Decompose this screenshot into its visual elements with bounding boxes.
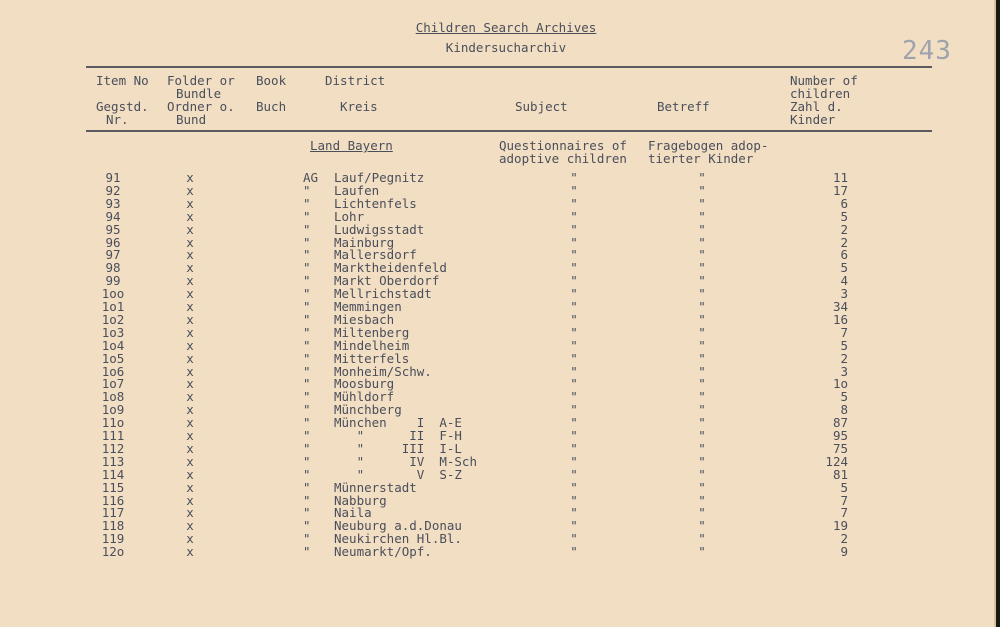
subject-ditto: "	[570, 479, 578, 495]
col-folder-de: Ordner o.	[167, 99, 235, 114]
section-land: Land Bayern	[310, 138, 393, 153]
item-number: 1o8	[101, 389, 125, 405]
children-count: 6	[840, 247, 848, 263]
subject-ditto: "	[570, 453, 578, 469]
item-number: 11o	[101, 415, 125, 431]
book-ditto: "	[303, 466, 311, 482]
children-count: 11	[832, 170, 848, 185]
district-name: Mellrichstadt	[334, 286, 432, 302]
subject-ditto: "	[570, 273, 578, 289]
section-subject-de-1: Fragebogen adop-	[648, 138, 769, 153]
betreff-ditto: "	[698, 518, 706, 534]
subject-ditto: "	[570, 311, 578, 327]
district-name: Miesbach	[334, 311, 395, 327]
col-subject: Subject	[515, 99, 568, 114]
folder-mark: x	[186, 453, 194, 469]
children-count: 1o	[832, 376, 848, 392]
item-number: 12o	[101, 544, 125, 560]
item-number: 1oo	[101, 286, 125, 302]
district-name: Mühldorf	[334, 389, 395, 405]
folder-mark: x	[186, 260, 194, 276]
children-count: 9	[840, 544, 848, 560]
subject-ditto: "	[570, 170, 578, 185]
subject-ditto: "	[570, 208, 578, 224]
district-name: Mitterfels	[334, 350, 410, 366]
subject-ditto: "	[570, 221, 578, 237]
district-name: Neumarkt/Opf.	[334, 544, 432, 560]
book-ditto: "	[303, 208, 311, 224]
subject-ditto: "	[570, 350, 578, 366]
col-count-1: Number of	[790, 73, 858, 88]
book-ditto: "	[303, 415, 311, 431]
children-count: 75	[832, 440, 848, 456]
subject-ditto: "	[570, 428, 578, 443]
col-book-de: Buch	[256, 99, 287, 114]
betreff-ditto: "	[698, 376, 706, 392]
folder-mark: x	[186, 363, 194, 379]
children-count: 7	[840, 492, 848, 508]
item-number: 94	[105, 208, 121, 224]
children-count: 2	[840, 531, 848, 547]
col-item-de-2: Nr.	[106, 112, 129, 127]
children-count: 8	[840, 402, 848, 418]
betreff-ditto: "	[698, 544, 706, 560]
item-number: 1o6	[101, 363, 125, 379]
betreff-ditto: "	[698, 234, 706, 250]
item-number: 93	[105, 195, 121, 211]
betreff-ditto: "	[698, 195, 706, 211]
book-ditto: "	[303, 440, 311, 456]
subject-ditto: "	[570, 505, 578, 521]
district-name: " IV M-Sch	[334, 453, 477, 469]
subject-ditto: "	[570, 376, 578, 392]
item-number: 113	[101, 453, 125, 469]
book-ditto: AG	[303, 170, 319, 185]
item-number: 114	[101, 466, 125, 482]
children-count: 3	[840, 363, 848, 379]
subject-ditto: "	[570, 531, 578, 547]
children-count: 2	[840, 234, 848, 250]
children-count: 2	[840, 221, 848, 237]
betreff-ditto: "	[698, 415, 706, 431]
district-name: Neuburg a.d.Donau	[334, 518, 462, 534]
district-name: " V S-Z	[334, 466, 462, 482]
book-ditto: "	[303, 247, 311, 263]
book-ditto: "	[303, 337, 311, 353]
betreff-ditto: "	[698, 531, 706, 547]
subject-ditto: "	[570, 363, 578, 379]
district-name: Münchberg	[334, 402, 402, 418]
folder-mark: x	[186, 440, 194, 456]
item-number: 95	[105, 221, 121, 237]
subject-ditto: "	[570, 195, 578, 211]
subject-ditto: "	[570, 466, 578, 482]
book-ditto: "	[303, 182, 311, 198]
betreff-ditto: "	[698, 299, 706, 314]
children-count: 5	[840, 479, 848, 495]
district-name: Nabburg	[334, 492, 387, 508]
children-count: 81	[832, 466, 848, 482]
subject-ditto: "	[570, 234, 578, 250]
item-number: 91	[105, 170, 121, 185]
item-number: 1o3	[101, 324, 125, 340]
book-ditto: "	[303, 260, 311, 276]
district-name: Mallersdorf	[334, 247, 417, 263]
item-number: 118	[101, 518, 125, 534]
folder-mark: x	[186, 170, 194, 185]
section-subject-en-2: adoptive children	[499, 151, 627, 166]
book-ditto: "	[303, 518, 311, 534]
col-betreff: Betreff	[657, 99, 710, 114]
section-subject-en-1: Questionnaires of	[499, 138, 627, 153]
district-name: " II F-H	[334, 428, 462, 443]
betreff-ditto: "	[698, 247, 706, 263]
folder-mark: x	[186, 286, 194, 302]
subject-ditto: "	[570, 415, 578, 431]
betreff-ditto: "	[698, 428, 706, 443]
col-count-4: Kinder	[790, 112, 836, 127]
subject-ditto: "	[570, 492, 578, 508]
betreff-ditto: "	[698, 208, 706, 224]
book-ditto: "	[303, 505, 311, 521]
district-name: München I A-E	[334, 415, 462, 431]
book-ditto: "	[303, 492, 311, 508]
betreff-ditto: "	[698, 350, 706, 366]
folder-mark: x	[186, 479, 194, 495]
title-german: Kindersucharchiv	[445, 40, 567, 55]
book-ditto: "	[303, 479, 311, 495]
section-subject-de-2: tierter Kinder	[648, 151, 754, 166]
children-count: 3	[840, 286, 848, 302]
subject-ditto: "	[570, 440, 578, 456]
item-number: 1o1	[101, 299, 125, 314]
subject-ditto: "	[570, 182, 578, 198]
district-name: Monheim/Schw.	[334, 363, 432, 379]
betreff-ditto: "	[698, 363, 706, 379]
subject-ditto: "	[570, 544, 578, 560]
folder-mark: x	[186, 273, 194, 289]
folder-mark: x	[186, 195, 194, 211]
col-district-en: District	[325, 73, 386, 88]
item-number: 96	[105, 234, 121, 250]
children-count: 17	[832, 182, 848, 198]
district-name: Moosburg	[334, 376, 395, 392]
folder-mark: x	[186, 208, 194, 224]
betreff-ditto: "	[698, 324, 706, 340]
book-ditto: "	[303, 363, 311, 379]
col-count-2: children	[790, 86, 851, 101]
district-name: Lichtenfels	[334, 195, 417, 211]
betreff-ditto: "	[698, 466, 706, 482]
book-ditto: "	[303, 544, 311, 560]
folder-mark: x	[186, 544, 194, 560]
subject-ditto: "	[570, 260, 578, 276]
district-name: Mindelheim	[334, 337, 410, 353]
header-top-rule	[86, 66, 932, 68]
children-count: 5	[840, 260, 848, 276]
children-count: 7	[840, 505, 848, 521]
children-count: 16	[832, 311, 848, 327]
book-ditto: "	[303, 195, 311, 211]
folder-mark: x	[186, 311, 194, 327]
col-folder-de-2: Bund	[176, 112, 207, 127]
folder-mark: x	[186, 350, 194, 366]
district-name: Marktheidenfeld	[334, 260, 447, 276]
betreff-ditto: "	[698, 170, 706, 185]
folder-mark: x	[186, 247, 194, 263]
item-number: 92	[105, 182, 121, 198]
item-number: 119	[101, 531, 125, 547]
betreff-ditto: "	[698, 182, 706, 198]
book-ditto: "	[303, 324, 311, 340]
folder-mark: x	[186, 337, 194, 353]
item-number: 1o4	[101, 337, 125, 353]
book-ditto: "	[303, 402, 311, 418]
district-name: " III I-L	[334, 440, 462, 456]
betreff-ditto: "	[698, 479, 706, 495]
folder-mark: x	[186, 505, 194, 521]
children-count: 95	[832, 428, 848, 443]
betreff-ditto: "	[698, 402, 706, 418]
district-name: Lauf/Pegnitz	[334, 170, 425, 185]
item-number: 98	[105, 260, 121, 276]
children-count: 5	[840, 208, 848, 224]
district-name: Lohr	[334, 208, 365, 224]
betreff-ditto: "	[698, 311, 706, 327]
folder-mark: x	[186, 221, 194, 237]
betreff-ditto: "	[698, 492, 706, 508]
title-english: Children Search Archives	[415, 20, 597, 35]
district-name: Ludwigsstadt	[334, 221, 425, 237]
folder-mark: x	[186, 182, 194, 198]
item-number: 1o2	[101, 311, 125, 327]
col-count-3: Zahl d.	[790, 99, 843, 114]
page-number: 243	[902, 36, 952, 66]
district-name: Laufen	[334, 182, 380, 198]
folder-mark: x	[186, 376, 194, 392]
children-count: 87	[832, 415, 848, 431]
betreff-ditto: "	[698, 505, 706, 521]
subject-ditto: "	[570, 389, 578, 405]
col-district-de: Kreis	[340, 99, 378, 114]
children-count: 124	[825, 453, 848, 469]
district-name: Markt Oberdorf	[334, 273, 440, 289]
book-ditto: "	[303, 531, 311, 547]
district-name: Naila	[334, 505, 372, 521]
book-ditto: "	[303, 376, 311, 392]
col-item-en: Item No	[96, 73, 149, 88]
children-count: 5	[840, 337, 848, 353]
children-count: 2	[840, 350, 848, 366]
subject-ditto: "	[570, 299, 578, 314]
betreff-ditto: "	[698, 260, 706, 276]
item-number: 1o7	[101, 376, 125, 392]
book-ditto: "	[303, 389, 311, 405]
folder-mark: x	[186, 415, 194, 431]
book-ditto: "	[303, 311, 311, 327]
col-folder-en: Folder or	[167, 73, 235, 88]
children-count: 5	[840, 389, 848, 405]
book-ditto: "	[303, 453, 311, 469]
book-ditto: "	[303, 428, 311, 443]
district-name: Neukirchen Hl.Bl.	[334, 531, 462, 547]
folder-mark: x	[186, 234, 194, 250]
item-number: 116	[101, 492, 125, 508]
book-ditto: "	[303, 286, 311, 302]
folder-mark: x	[186, 466, 194, 482]
betreff-ditto: "	[698, 440, 706, 456]
subject-ditto: "	[570, 247, 578, 263]
book-ditto: "	[303, 299, 311, 314]
item-number: 97	[105, 247, 121, 263]
book-ditto: "	[303, 273, 311, 289]
folder-mark: x	[186, 402, 194, 418]
subject-ditto: "	[570, 518, 578, 534]
children-count: 34	[832, 299, 848, 314]
district-name: Mainburg	[334, 234, 395, 250]
folder-mark: x	[186, 324, 194, 340]
betreff-ditto: "	[698, 286, 706, 302]
betreff-ditto: "	[698, 221, 706, 237]
children-count: 4	[840, 273, 848, 289]
betreff-ditto: "	[698, 337, 706, 353]
header-bottom-rule	[86, 130, 932, 132]
col-book-en: Book	[256, 73, 287, 88]
item-number: 111	[101, 428, 125, 443]
subject-ditto: "	[570, 337, 578, 353]
book-ditto: "	[303, 221, 311, 237]
item-number: 1o5	[101, 350, 125, 366]
folder-mark: x	[186, 518, 194, 534]
item-number: 99	[105, 273, 121, 289]
item-number: 112	[101, 440, 125, 456]
folder-mark: x	[186, 389, 194, 405]
item-number: 117	[101, 505, 125, 521]
betreff-ditto: "	[698, 389, 706, 405]
betreff-ditto: "	[698, 273, 706, 289]
folder-mark: x	[186, 428, 194, 443]
subject-ditto: "	[570, 286, 578, 302]
district-name: Miltenberg	[334, 324, 410, 340]
betreff-ditto: "	[698, 453, 706, 469]
subject-ditto: "	[570, 402, 578, 418]
children-count: 6	[840, 195, 848, 211]
folder-mark: x	[186, 531, 194, 547]
children-count: 7	[840, 324, 848, 340]
children-count: 19	[832, 518, 848, 534]
col-item-de: Gegstd.	[96, 99, 149, 114]
item-number: 115	[101, 479, 125, 495]
district-name: Münnerstadt	[334, 479, 417, 495]
folder-mark: x	[186, 492, 194, 508]
subject-ditto: "	[570, 324, 578, 340]
folder-mark: x	[186, 299, 194, 314]
district-name: Memmingen	[334, 299, 402, 314]
item-number: 1o9	[101, 402, 125, 418]
col-folder-en-2: Bundle	[176, 86, 222, 101]
book-ditto: "	[303, 234, 311, 250]
book-ditto: "	[303, 350, 311, 366]
